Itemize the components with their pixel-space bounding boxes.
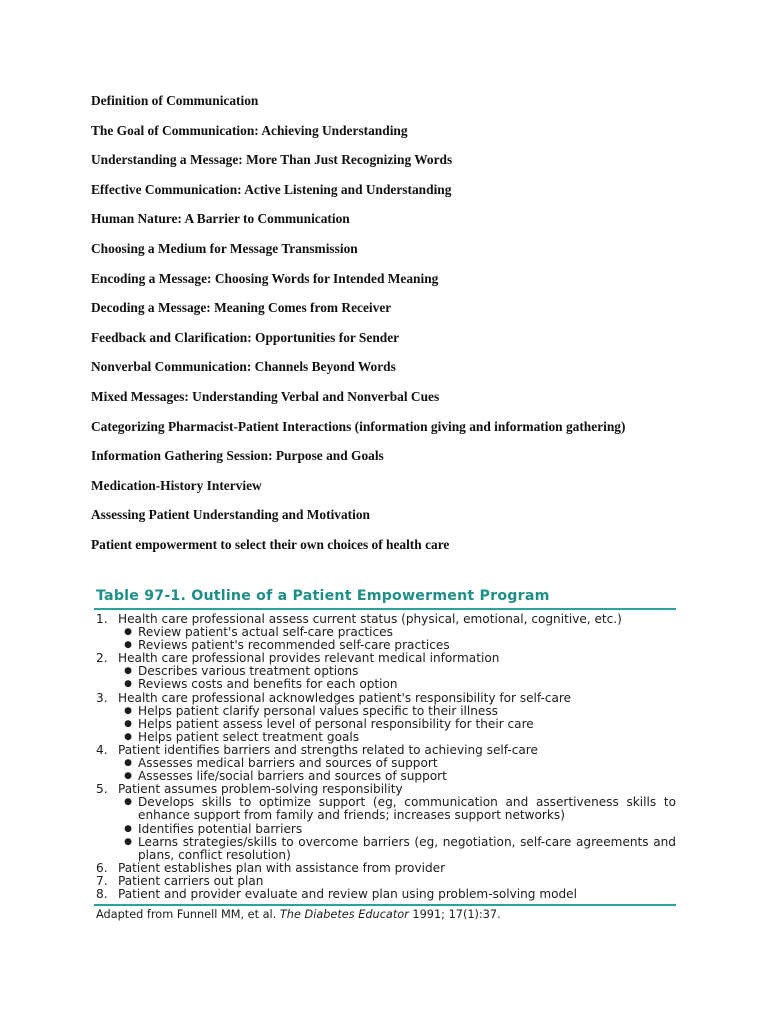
item-number: 8. (96, 886, 108, 901)
item-subpoints (118, 665, 676, 691)
table-bottom-rule (94, 904, 676, 906)
subpoint-text: Helps patient clarify personal values specific to their illness (138, 703, 498, 718)
item-text: Patient and provider evaluate and review plan using problem-solving model (118, 886, 577, 901)
bullet-icon: ● (124, 823, 132, 834)
subpoint-text: Identifies potential barriers (138, 821, 303, 836)
table-top-rule (94, 608, 676, 610)
item-body (118, 783, 676, 862)
subpoint (118, 678, 676, 691)
table-item-2 (94, 652, 676, 691)
heading-information-gathering-session: Information Gathering Session: Purpose and Goals (91, 448, 384, 464)
heading-feedback-and-clarification: Feedback and Clarification: Opportunities for Sender (91, 329, 400, 345)
heading-definition-of-communication: Definition of Communication (91, 93, 259, 108)
table-item-8 (94, 888, 676, 901)
item-subpoints (118, 757, 676, 783)
table-item-5 (94, 783, 676, 862)
subpoint-text: Assesses medical barriers and sources of support (138, 756, 438, 771)
item-text: Patient carriers out plan (118, 873, 264, 888)
heading-medication-history-interview: Medication-History Interview (91, 477, 262, 493)
subpoint (118, 705, 676, 718)
item-number: 5. (96, 782, 108, 797)
item-body (118, 862, 676, 875)
bullet-icon: ● (124, 758, 132, 769)
table-items-list (94, 613, 676, 901)
heading-nonverbal-communication: Nonverbal Communication: Channels Beyond Words (91, 359, 396, 375)
table-item-3 (94, 692, 676, 744)
table-item-6 (94, 862, 676, 875)
table-item-4 (94, 744, 676, 783)
item-body (118, 613, 676, 652)
item-body (118, 875, 676, 888)
item-number: 6. (96, 860, 108, 875)
bullet-icon: ● (124, 679, 132, 690)
subpoint-text: Assesses life/social barriers and sources of support (138, 769, 447, 784)
bullet-icon: ● (124, 666, 132, 677)
item-body (118, 888, 676, 901)
heading-human-nature-barrier: Human Nature: A Barrier to Communication (91, 211, 350, 227)
heading-choosing-a-medium: Choosing a Medium for Message Transmission (91, 240, 358, 256)
bullet-icon: ● (124, 771, 132, 782)
section-headings-list (91, 92, 677, 566)
item-subpoints (118, 705, 676, 744)
bullet-icon: ● (124, 640, 132, 651)
subpoint (118, 823, 676, 836)
subpoint-text: Develops skills to optimize support (eg, communication and assertiveness skills to enhance support from family and friends; increases support networks) (138, 795, 676, 823)
table-title: Table 97-1. Outline of a Patient Empowerment Program (96, 588, 550, 604)
bullet-icon: ● (124, 731, 132, 742)
item-body (118, 652, 676, 691)
bullet-icon: ● (124, 797, 132, 808)
item-body (118, 692, 676, 744)
item-number: 1. (96, 612, 108, 626)
item-text: Health care professional acknowledges patient's responsibility for self-care (118, 690, 572, 705)
item-text: Patient establishes plan with assistance from provider (118, 860, 446, 875)
item-subpoints (118, 626, 676, 652)
heading-decoding-a-message: Decoding a Message: Meaning Comes from Receiver (91, 300, 392, 316)
source-prefix: Adapted from Funnell MM, et al. (96, 908, 280, 922)
heading-encoding-a-message: Encoding a Message: Choosing Words for Intended Meaning (91, 270, 439, 286)
table-item-7 (94, 875, 676, 888)
subpoint-text: Describes various treatment options (138, 664, 359, 679)
subpoint-text: Helps patient select treatment goals (138, 729, 360, 744)
subpoint (118, 731, 676, 744)
heading-assessing-patient-understanding: Assessing Patient Understanding and Motivation (91, 507, 371, 523)
subpoint-text: Learns strategies/skills to overcome barriers (eg, negotiation, self-care agreements and plans, conflict resolution) (138, 834, 676, 862)
subpoint-text: Reviews patient's recommended self-care practices (138, 638, 450, 653)
heading-categorizing-interactions: Categorizing Pharmacist-Patient Interactions (information giving and information gathering) (91, 418, 626, 434)
subpoint (118, 718, 676, 731)
subpoint-text: Review patient's actual self-care practices (138, 625, 393, 640)
heading-goal-of-communication: The Goal of Communication: Achieving Understanding (91, 122, 408, 138)
subpoint (118, 796, 676, 822)
bullet-icon: ● (124, 705, 132, 716)
item-text: Patient assumes problem-solving responsibility (118, 782, 403, 797)
subpoint (118, 836, 676, 862)
subpoint-text: Reviews costs and benefits for each option (138, 677, 398, 692)
heading-mixed-messages: Mixed Messages: Understanding Verbal and Nonverbal Cues (91, 388, 440, 404)
bullet-icon: ● (124, 627, 132, 638)
item-subpoints (118, 796, 676, 861)
bullet-icon: ● (124, 718, 132, 729)
item-text: Health care professional assess current status (physical, emotional, cognitive, etc.) (118, 612, 622, 626)
item-text: Patient identifies barriers and strengths related to achieving self-care (118, 742, 538, 757)
item-number: 7. (96, 873, 108, 888)
patient-empowerment-table (94, 586, 676, 1010)
bullet-icon: ● (124, 836, 132, 847)
table-item-1 (94, 613, 676, 652)
item-number: 3. (96, 690, 108, 705)
subpoint-text: Helps patient assess level of personal responsibility for their care (138, 716, 534, 731)
table-source-citation (94, 908, 676, 922)
item-number: 4. (96, 742, 108, 757)
item-number: 2. (96, 651, 108, 666)
item-text: Health care professional provides relevant medical information (118, 651, 500, 666)
heading-understanding-a-message: Understanding a Message: More Than Just Recognizing Words (91, 152, 453, 168)
source-suffix: 1991; 17(1):37. (408, 908, 501, 922)
heading-patient-empowerment: Patient empowerment to select their own choices of health care (91, 536, 450, 552)
heading-effective-communication: Effective Communication: Active Listening and Understanding (91, 181, 452, 197)
item-body (118, 744, 676, 783)
source-journal: The Diabetes Educator (279, 908, 409, 922)
